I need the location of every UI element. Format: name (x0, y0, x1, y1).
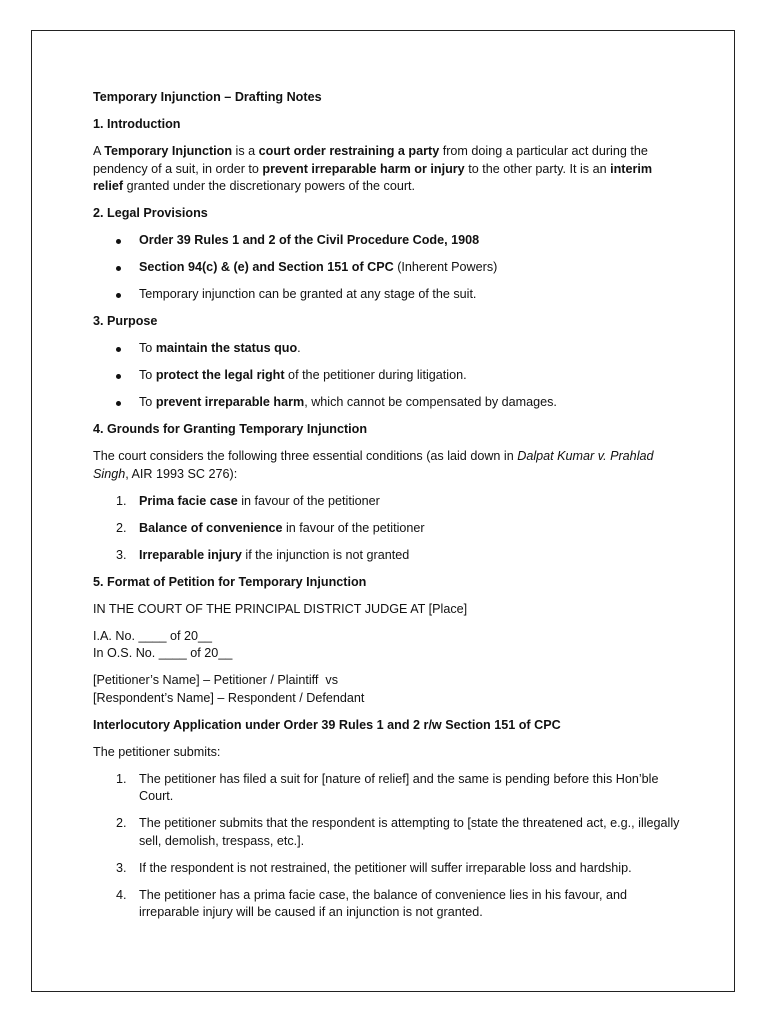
list-item: 2. Balance of convenience in favour of the petitioner (116, 520, 425, 535)
list-item: 2. The petitioner submits that the respondent is attempting to [state the threatened act, e.g., illegally sell, demolish, trespass, etc.]. (116, 816, 680, 848)
document-body (93, 89, 683, 922)
application-title: Interlocutory Application under Order 39 Rules 1 and 2 r/w Section 151 of CPC (93, 717, 561, 732)
section-heading-grounds: 4. Grounds for Granting Temporary Injunction (93, 422, 368, 436)
list-item: 3. Irreparable injury if the injunction is not granted (116, 547, 410, 562)
list-item: 3. If the respondent is not restrained, the petitioner will suffer irreparable loss and hardship. (116, 860, 632, 875)
list-item: Order 39 Rules 1 and 2 of the Civil Procedure Code, 1908 (93, 232, 683, 250)
document-page (31, 30, 735, 992)
section-heading-format: 5. Format of Petition for Temporary Injunction (93, 574, 367, 589)
section-heading-legal-provisions: 2. Legal Provisions (93, 206, 208, 220)
list-item: To protect the legal right of the petitioner during litigation. (93, 367, 683, 385)
submits-line: The petitioner submits: (93, 744, 221, 759)
ia-number: I.A. No. ____ of 20__ (93, 628, 213, 643)
list-item: To prevent irreparable harm, which cannot be compensated by damages. (93, 394, 683, 412)
court-heading: IN THE COURT OF THE PRINCIPAL DISTRICT JUDGE AT [Place] (93, 601, 468, 616)
list-item: 1. Prima facie case in favour of the petitioner (116, 493, 380, 508)
list-item: Temporary injunction can be granted at any stage of the suit. (93, 286, 683, 304)
purpose-list (93, 340, 683, 412)
grounds-list (93, 493, 683, 565)
petitioner-line: [Petitioner’s Name] – Petitioner / Plaintiff vs (93, 673, 338, 687)
respondent-line: [Respondent’s Name] – Respondent / Defendant (93, 690, 365, 705)
list-item: To maintain the status quo. (93, 340, 683, 358)
os-number: In O.S. No. ____ of 20__ (93, 646, 233, 660)
list-item: 1. The petitioner has filed a suit for [nature of relief] and the same is pending before this Hon’ble Court. (116, 771, 659, 803)
section-heading-introduction: 1. Introduction (93, 117, 181, 131)
list-item: 4. The petitioner has a prima facie case, the balance of convenience lies in his favour, and irreparable injury will be caused if an injunction is not granted. (116, 887, 627, 919)
grounds-intro: The court considers the following three essential conditions (as laid down in Dalpat Kumar v. Prahlad Singh, AIR 1993 SC 276): (93, 449, 654, 481)
legal-provisions-list (93, 232, 683, 304)
list-item: Section 94(c) & (e) and Section 151 of CPC (Inherent Powers) (93, 259, 683, 277)
introduction-paragraph: A Temporary Injunction is a court order restraining a party from doing a particular act during the pendency of a suit, in order to prevent irreparable harm or injury to the other party. It is an interim relief granted under the discretionary powers of the court. (93, 144, 653, 193)
document-title: Temporary Injunction – Drafting Notes (93, 90, 322, 104)
submissions-list (93, 771, 683, 922)
section-heading-purpose: 3. Purpose (93, 314, 158, 328)
